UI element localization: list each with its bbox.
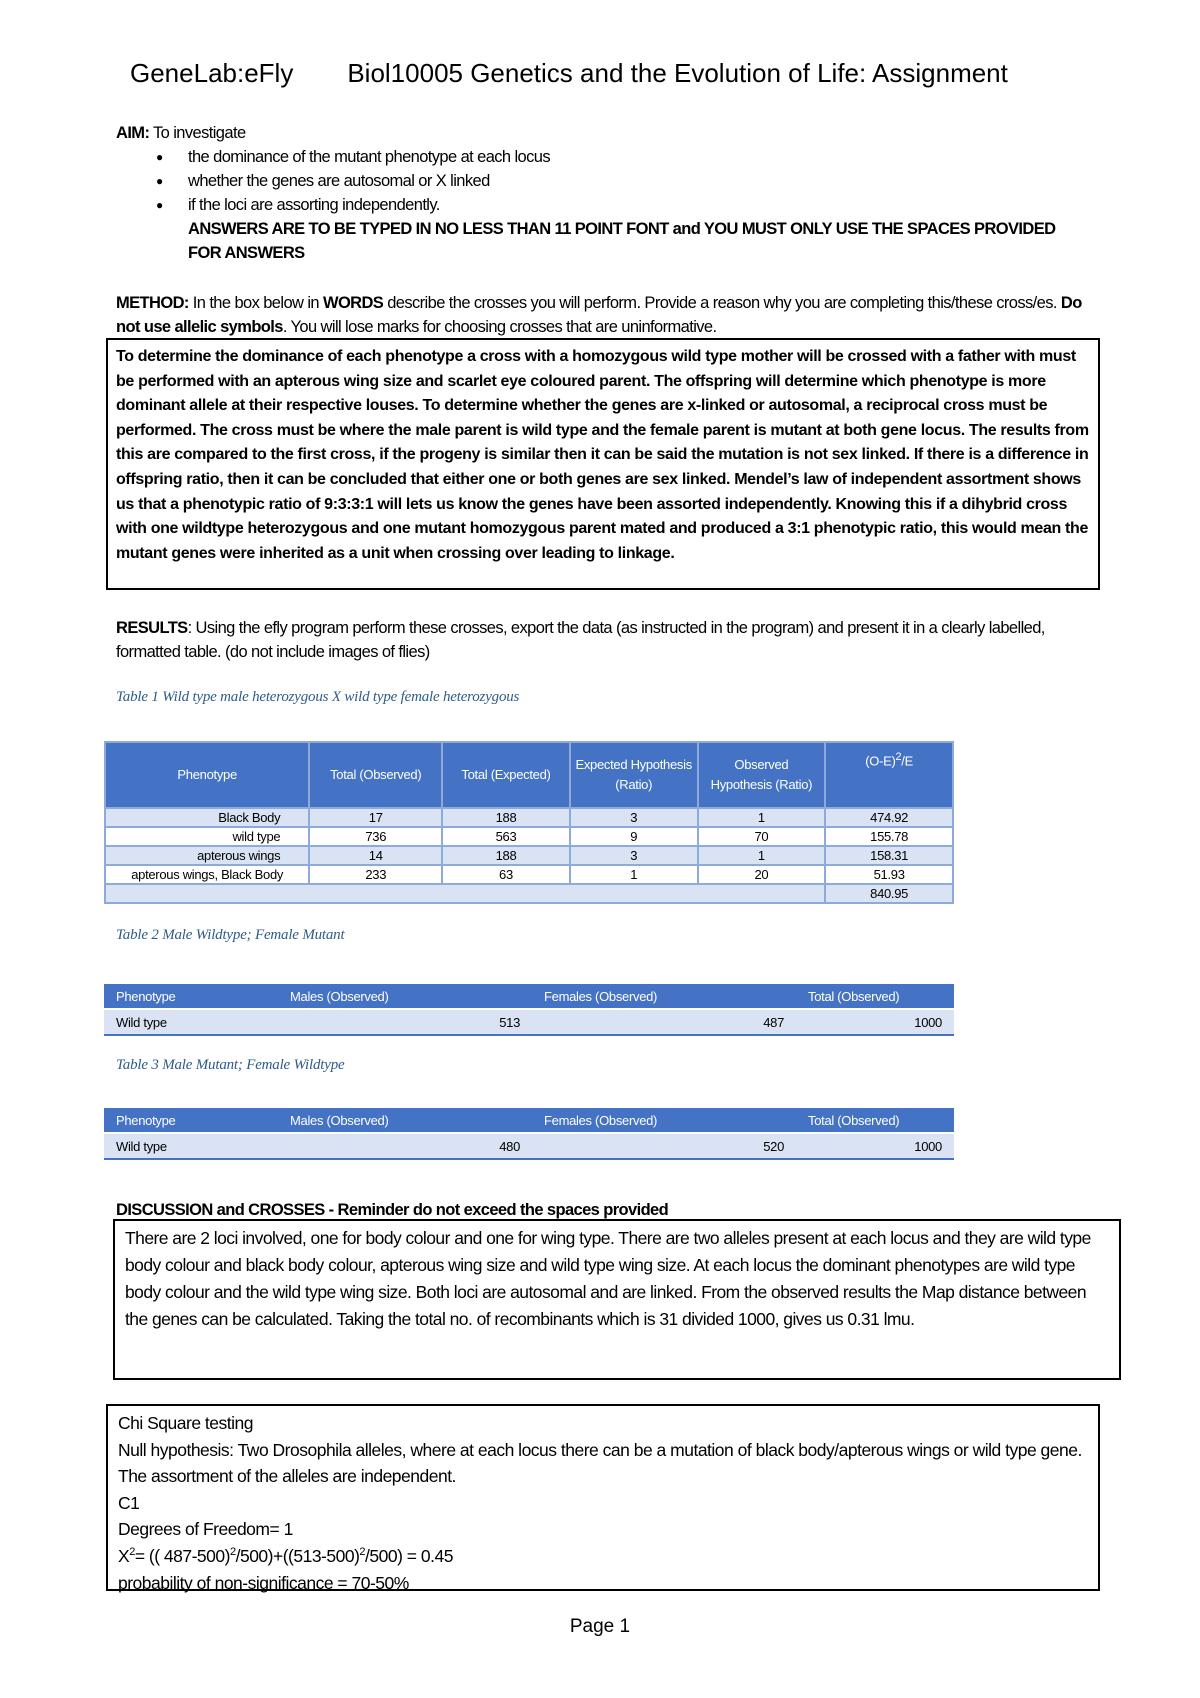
aim-intro [116,121,1076,145]
cell: 736 [309,827,442,846]
title-left: GeneLab:eFly [130,58,294,88]
formula-part: /500) = 0.45 [365,1545,453,1566]
cell: 1 [570,865,698,884]
method-text: In the box below in [192,294,319,312]
table1-caption: Table 1 Wild type male heterozygous X wild type female heterozygous [116,689,520,705]
column-header: Phenotype [105,742,309,808]
chi-square-box[interactable] [106,1404,1100,1591]
cell: 70 [698,827,826,846]
discussion-label: DISCUSSION and CROSSES [116,1201,325,1219]
cell: 1 [698,846,826,865]
chi-c1: C1 [118,1492,140,1513]
table-total-row [105,884,953,903]
cell: 63 [442,865,570,884]
method-text: describe the crosses you will perform. Provide a reason why you are completing this/these cross/es. [387,294,1057,312]
column-header: Total (Expected) [442,742,570,808]
cell: 20 [698,865,826,884]
superscript: 2 [359,1546,366,1559]
column-header: Females (Observed) [532,984,796,1009]
empty-cell [105,884,825,903]
title-right: Biol10005 Genetics and the Evolution of Life: Assignment [347,58,1008,88]
cell: 51.93 [825,865,953,884]
table-row [104,1009,954,1035]
cell: wild type [105,827,309,846]
cell: 158.31 [825,846,953,865]
aim-section [116,121,1076,265]
table2-caption: Table 2 Male Wildtype; Female Mutant [116,927,345,943]
degrees-of-freedom: Degrees of Freedom= 1 [118,1519,293,1540]
column-header: Total (Observed) [309,742,442,808]
aim-label: AIM: [116,124,150,142]
column-header: Total (Observed) [796,984,954,1009]
aim-item: ● whether the genes are autosomal or X linked [188,169,1076,193]
formula-part: /500)+((513-500) [235,1545,360,1566]
results-label: RESULTS [116,619,188,637]
method-answer-box[interactable]: To determine the dominance of each phenotype a cross with a homozygous wild type mother will be crossed with a father with must be performed with an apterous wing size and scarlet eye coloured parent. The offspring will determine which phenotype is more dominant allele at their respective louses. To determine whether the genes are x-linked or autosomal, a reciprocal cross must be performed. The cross must be where the male parent is wild type and the female parent is mutant at both gene locus. The results from this are compared to the first cross, if the progeny is similar then it can be said the mutation is not sex linked. If there is a difference in offspring ratio, then it can be concluded that either one or both genes are sex linked. Mendel’s law of independent assortment shows us that a phenotypic ratio of 9:3:3:1 will lets us know the genes have been assorted independently. Knowing this if a dihybrid cross with one wildtype heterozygous and one mutant homozygous parent mated and produced a 3:1 phenotypic ratio, this would mean the mutant genes were inherited as a unit when crossing over leading to linkage. [106,338,1100,590]
formula-part: X [118,1545,130,1566]
table2 [104,984,954,1036]
method-instructions [116,291,1096,339]
cell: 487 [532,1009,796,1035]
chi-heading: Chi Square testing [118,1413,253,1433]
cell: 563 [442,827,570,846]
table-header-row [105,742,953,808]
cell: 3 [570,808,698,827]
document-title [130,58,1008,89]
cell: 1000 [796,1133,954,1159]
column-header: Males (Observed) [278,984,532,1009]
aim-item: ● if the loci are assorting independently. [188,193,1076,217]
column-header: $(O-E)^2/E$ [825,742,953,808]
table-header-row [104,984,954,1009]
table-row [104,1133,954,1159]
total-cell: 840.95 [825,884,953,903]
table-row [105,846,953,865]
cell: 1 [698,808,826,827]
column-header: Total (Observed) [796,1108,954,1133]
cell: apterous wings [105,846,309,865]
column-header: Females (Observed) [532,1108,796,1133]
superscript: 2 [129,1546,135,1559]
cell: 9 [570,827,698,846]
cell: 474.92 [825,808,953,827]
chi-formula [118,1543,1088,1570]
column-header: Phenotype [104,1108,278,1133]
column-header: Expected Hypothesis (Ratio) [570,742,698,808]
results-instructions [116,616,1096,664]
aim-item: ● the dominance of the mutant phenotype at each locus [188,145,1076,169]
cell: Wild type [104,1133,278,1159]
cell: 14 [309,846,442,865]
method-label: METHOD: [116,294,189,312]
table3 [104,1108,954,1160]
formula-part: = (( 487-500) [134,1545,230,1566]
cell: 188 [442,846,570,865]
method-text: . You will lose marks for choosing crosses that are uninformative. [282,318,717,336]
column-header: Phenotype [104,984,278,1009]
table-row [105,865,953,884]
cell: apterous wings, Black Body [105,865,309,884]
discussion-reminder: - Reminder do not exceed the spaces provided [324,1201,669,1219]
cell: Black Body [105,808,309,827]
superscript: 2 [229,1546,236,1559]
column-header: Observed Hypothesis (Ratio) [698,742,826,808]
probability: probability of non-significance = 70-50% [118,1572,409,1593]
aim-list [116,145,1076,217]
page-number: Page 1 [569,1616,631,1637]
cell: 188 [442,808,570,827]
cell: 155.78 [825,827,953,846]
aim-intro-text: To investigate [153,124,246,142]
aim-instruction: ANSWERS ARE TO BE TYPED IN NO LESS THAN 11 POINT FONT and YOU MUST ONLY USE THE SPACES PROVIDED FOR ANSWERS [188,220,1056,262]
cell: 3 [570,846,698,865]
table-row [105,827,953,846]
cell: 233 [309,865,442,884]
discussion-answer-box[interactable]: There are 2 loci involved, one for body colour and one for wing type. There are two alleles present at each locus and they are wild type body colour and black body colour, apterous wing size and wild type wing size. At each locus the dominant phenotypes are wild type body colour and the wild type wing size. Both loci are autosomal and are linked. From the observed results the Map distance between the genes can be calculated. Taking the total no. of recombinants which is 31 divided 1000, gives us 0.31 lmu. [113,1219,1121,1380]
cell: 17 [309,808,442,827]
cell: Wild type [104,1009,278,1035]
table-header-row [104,1108,954,1133]
null-hypothesis: Null hypothesis: Two Drosophila alleles, where at each locus there can be a mutation of black body/apterous wings or wild type gene. The assortment of the alleles are independent. [118,1439,1082,1487]
table-row [105,808,953,827]
cell: 520 [532,1133,796,1159]
cell: 480 [278,1133,532,1159]
method-warning: Do not use allelic symbols [116,294,1082,336]
cell: 1000 [796,1009,954,1035]
column-header: Males (Observed) [278,1108,532,1133]
cell: 513 [278,1009,532,1035]
results-text: : Using the efly program perform these crosses, export the data (as instructed in the program) and present it in a clearly labelled, formatted table. (do not include images of flies) [116,619,1045,661]
method-words: WORDS [322,294,384,312]
table3-caption: Table 3 Male Mutant; Female Wildtype [116,1057,345,1073]
table1 [104,741,954,904]
